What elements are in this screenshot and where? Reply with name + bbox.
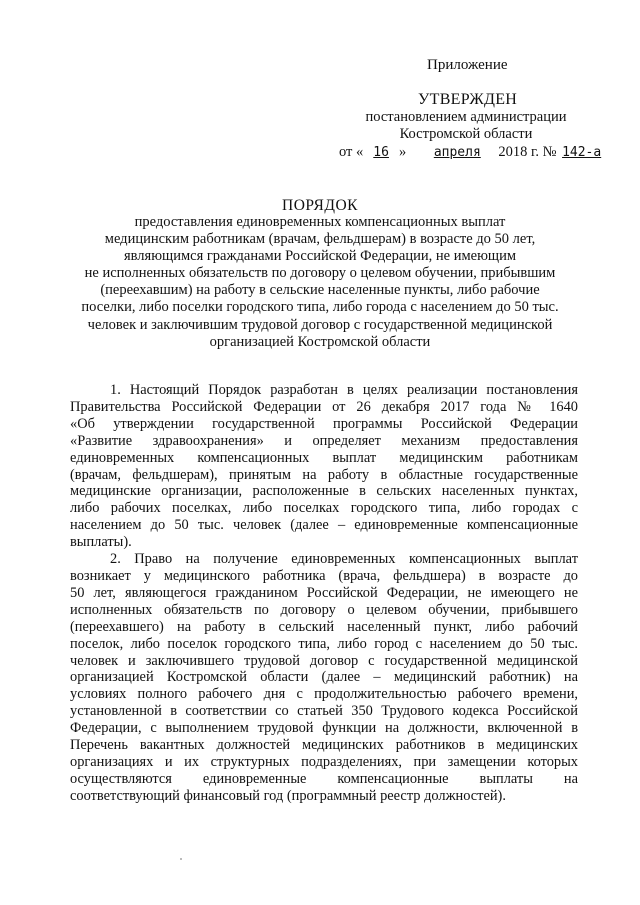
paragraph-2	[70, 551, 578, 805]
subtitle-line: (переехавшим) на работу в сельские населенные пункты, либо рабочие	[100, 282, 540, 299]
approved-by-line-2: Костромской области	[399, 126, 533, 142]
approved-label: УТВЕРЖДЕН	[418, 91, 518, 108]
appendix-label: Приложение	[427, 57, 508, 73]
paragraph-line: «Развитие здравоохранения» и определяет механизм предоставления	[70, 432, 578, 449]
paragraph-line: Федерации, с выполнением трудовой функции на должности, включенной в	[70, 720, 578, 737]
paragraph-line: выплаты).	[70, 534, 132, 551]
paragraph-line: возникает у медицинского работника (врача, фельдшера) в возрасте до	[70, 567, 578, 584]
subtitle-line: медицинским работникам (врачам, фельдшерам) в возрасте до 50 лет,	[104, 231, 536, 248]
paragraph-line: населением до 50 тыс. человек (далее – единовременные компенсационные	[70, 517, 578, 534]
paragraph-line: 1. Настоящий Порядок разработан в целях реализации постановления	[110, 382, 578, 398]
subtitle-line: предоставления единовременных компенсационных выплат	[134, 214, 506, 230]
paragraph-line: условиях полного рабочего дня с продолжительностью рабочего времени,	[70, 686, 578, 703]
decree-month: апреля	[433, 145, 481, 160]
paragraph-line: поселок, либо поселок городского типа, либо город с населением до 50 тыс.	[70, 635, 578, 652]
subtitle-line: человек и заключившим трудовой договор с государственной медицинской	[87, 316, 553, 333]
subtitle-line: организацией Костромской области	[209, 333, 431, 350]
paragraph-line: осуществляются единовременные компенсационные выплаты на	[70, 770, 578, 787]
approved-by-line-1: постановлением администрации	[365, 109, 567, 125]
decree-year: 2018 г. №	[498, 144, 557, 160]
decree-number: 142-а	[562, 145, 602, 160]
paragraph-line: организациях и их структурных подразделениях, при замещении которых	[70, 753, 578, 770]
document-body	[70, 382, 578, 805]
paragraph-line: «Об утверждении государственной программы Российской Федерации	[70, 415, 578, 432]
document-title: ПОРЯДОК	[282, 197, 358, 214]
scan-speck	[180, 858, 182, 860]
paragraph-line: (переехавшего) на работу в сельский населенный пункт, либо рабочий	[70, 618, 578, 635]
decree-day: 16	[373, 145, 389, 160]
subtitle-line: являющимся гражданами Российской Федерации, не имеющим	[123, 248, 517, 265]
paragraph-line: (врачам, фельдшерам), принятым на работу в областные государственные	[70, 466, 578, 483]
paragraph-line: либо рабочих поселках, либо поселках городского типа, либо городах с	[70, 500, 578, 517]
paragraph-line: установленной в соответствии со статьей 350 Трудового кодекса Российской	[70, 703, 578, 720]
paragraph-line: 2. Право на получение единовременных компенсационных выплат	[110, 551, 578, 568]
paragraph-line: единовременных компенсационных выплат медицинским работникам	[70, 449, 578, 466]
paragraph-line: соответствующий финансовый год (программный реестр должностей).	[70, 787, 506, 804]
decree-prefix: от «	[339, 144, 364, 160]
approved-by-block	[356, 109, 576, 143]
paragraph-line: 50 лет, являющегося гражданином Российской Федерации, не имеющего не	[70, 584, 578, 601]
paragraph-line: Правительства Российской Федерации от 26 декабря 2017 года № 1640	[70, 398, 578, 415]
paragraph-line: медицинские организации, расположенные в сельских населенных пунктах,	[70, 483, 578, 500]
subtitle-line: поселки, либо поселки городского типа, либо города с населением до 50 тыс.	[81, 299, 559, 316]
subtitle-line: не исполненных обязательств по договору о целевом обучении, прибывшим	[84, 265, 556, 282]
paragraph-line: исполненных обязательств по договору о целевом обучении, прибывшего	[70, 601, 578, 618]
paragraph-line: Перечень вакантных должностей медицинских работников в медицинских	[70, 737, 578, 754]
decree-mid: »	[398, 144, 407, 160]
decree-line	[339, 143, 601, 162]
document-subtitle	[60, 214, 580, 351]
paragraph-1	[70, 382, 578, 551]
paragraph-line: организацией Костромской области (далее – медицинский работник) на	[70, 669, 578, 686]
paragraph-line: человек и заключившего трудовой договор с государственной медицинской	[70, 652, 578, 669]
